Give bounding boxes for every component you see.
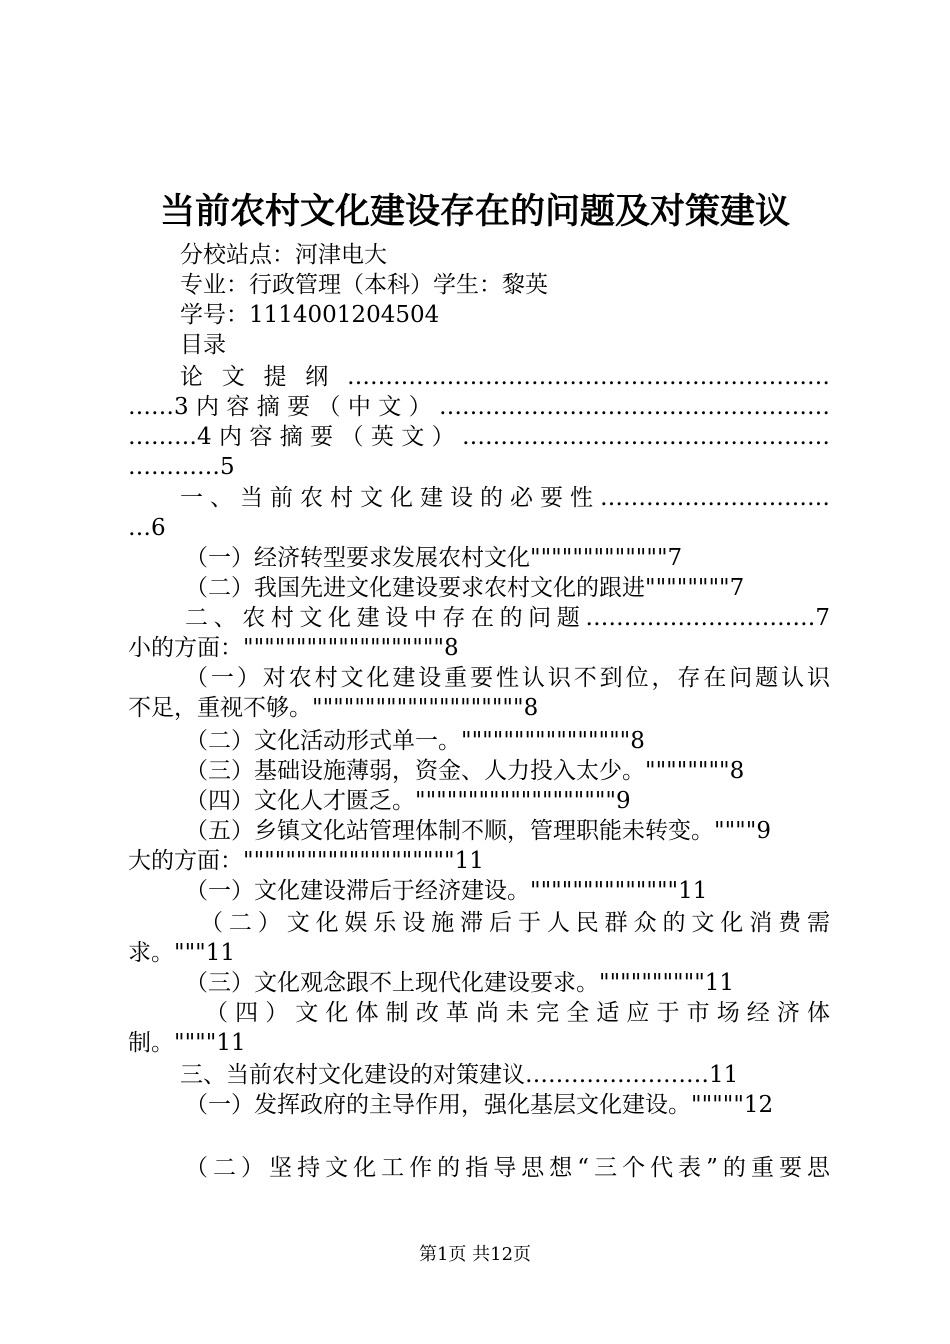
toc-line: （一）发挥政府的主导作用，强化基层文化建设。"""""12 — [185, 1092, 774, 1118]
toc-line: 求。"""11 — [128, 940, 236, 966]
toc-line: ………4内容摘要（英文）………………………………………… — [128, 424, 830, 450]
toc-line: ……3内容摘要（中文）…………………………………………… — [128, 394, 830, 420]
toc-line: （五）乡镇文化站管理体制不顺，管理职能未转变。""""9 — [185, 818, 771, 844]
page-footer: 第1页 共12页 — [418, 1244, 532, 1265]
toc-line: 三、当前农村文化建设的对策建议……………………11 — [180, 1062, 739, 1088]
toc-line: （四）文化人才匮乏。"""""""""""""""""""9 — [185, 788, 631, 814]
major-student-line: 专业：行政管理（本科）学生：黎英 — [180, 272, 548, 298]
toc-line: （二）我国先进文化建设要求农村文化的跟进""""""""7 — [185, 575, 745, 601]
document-title: 当前农村文化建设存在的问题及对策建议 — [159, 191, 790, 232]
toc-line: 二、农村文化建设中存在的问题…………………………7 — [185, 605, 830, 631]
toc-line: （二）坚持文化工作的指导思想“三个代表”的重要思 — [185, 1155, 830, 1181]
toc-line: 大的方面：""""""""""""""""""""11 — [128, 848, 484, 874]
toc-line: （二）文化活动形式单一。""""""""""""""""8 — [185, 728, 645, 754]
toc-line: （三）基础设施薄弱，资金、人力投入太少。""""""""8 — [185, 758, 745, 784]
campus-line: 分校站点：河津电大 — [180, 242, 387, 268]
toc-line: 一、当前农村文化建设的必要性………………………… — [180, 485, 830, 511]
toc-line: （四）文化体制改革尚未完全适应于市场经济体 — [205, 1000, 830, 1026]
toc-line: （一）经济转型要求发展农村文化"""""""""""""7 — [185, 545, 683, 571]
toc-line: （一）文化建设滞后于经济建设。""""""""""""""11 — [185, 878, 708, 904]
toc-line: …6 — [128, 515, 166, 541]
student-id-line: 学号：1114001204504 — [180, 302, 440, 328]
toc-line: （一）对农村文化建设重要性认识不到位，存在问题认识 — [185, 665, 830, 691]
toc-line: 不足，重视不够。""""""""""""""""""""8 — [128, 695, 539, 721]
toc-line: 论文提纲……………………………………………………… — [180, 364, 830, 390]
toc-line: 小的方面："""""""""""""""""""8 — [128, 635, 459, 661]
toc-line: （三）文化观念跟不上现代化建设要求。""""""""""11 — [185, 970, 735, 996]
toc-line: 制。""""11 — [128, 1030, 246, 1056]
toc-line: …………5 — [128, 454, 235, 480]
toc-heading: 目录 — [180, 332, 226, 358]
toc-line: （二）文化娱乐设施滞后于人民群众的文化消费需 — [200, 910, 830, 936]
